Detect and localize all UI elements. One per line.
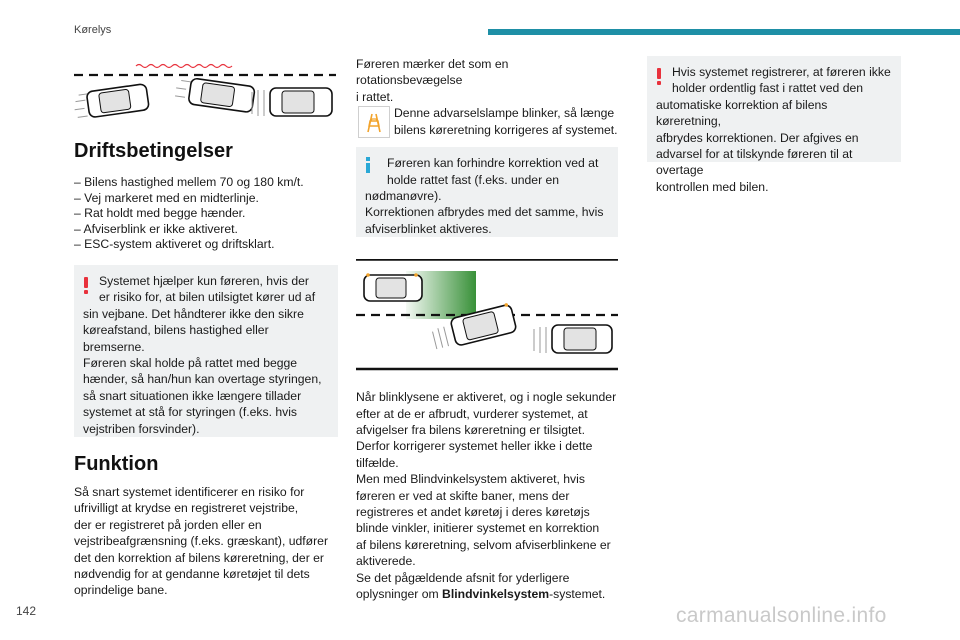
warning-icon	[657, 68, 661, 79]
warning-line: vejstriben forsvinder).	[83, 421, 200, 436]
warning-line: sin vejbane. Det håndterer ikke den sikre	[83, 306, 304, 321]
lane-diagram-blind-spot	[356, 259, 618, 371]
info-line: afviserblinket aktiveres.	[365, 221, 492, 236]
warning-box	[647, 56, 901, 194]
lane-diagram-top	[74, 52, 336, 124]
info-icon-dot	[366, 157, 370, 161]
heading-driftsbetingelser: Driftsbetingelser	[74, 140, 233, 162]
warning-line: så snart situationen ikke længere tillader	[83, 388, 302, 403]
text-line: afvigelser fra bilens køreretning er tilsigtet.	[356, 423, 585, 438]
intro-text	[356, 56, 618, 105]
text-line: nødvendig for at gendanne køretøjet til dets	[74, 567, 310, 581]
heading-funktion: Funktion	[74, 452, 159, 475]
warning-line: afbrydes korrektionen. Der afgives en	[656, 130, 859, 145]
warning-line: Føreren skal holde på rattet med begge	[83, 356, 298, 370]
text-span: -systemet.	[549, 587, 606, 602]
text-span: oplysninger om	[356, 587, 443, 602]
lamp-description	[394, 105, 618, 138]
header-accent-bar	[488, 29, 960, 35]
info-line: Korrektionen afbrydes med det samme, hvis	[365, 205, 604, 220]
section-title: Kørelys	[74, 24, 112, 36]
warning-line: holder ordentlig fast i rattet ved den	[672, 81, 864, 96]
text-line: oprindelige bane.	[74, 583, 168, 598]
text-line: af bilens køreretning, selvom afviserblinkene er	[356, 537, 611, 552]
text-line: efter at de er afbrudt, vurderer systemet, at	[356, 406, 588, 421]
column-middle	[356, 56, 618, 603]
lamp-row	[356, 105, 618, 141]
info-line: holde rattet fast (f.eks. under en	[387, 172, 560, 187]
info-line: Føreren kan forhindre korrektion ved at	[387, 156, 599, 171]
info-line: nødmanøvre).	[365, 189, 442, 204]
text-line	[356, 586, 618, 602]
warning-line: Systemet hjælper kun føreren, hvis der	[99, 273, 309, 288]
text-line: registreres et andet køretøj i deres køretøjs	[356, 505, 590, 520]
warning-box	[74, 265, 338, 437]
warning-line: advarsel for at tilskynde føreren til at overtage	[656, 147, 853, 178]
watermark: carmanualsonline.info	[676, 604, 887, 627]
lane-assist-lamp-icon	[358, 106, 390, 138]
text-line: ufrivilligt at krydse en registreret vejstribe,	[74, 501, 299, 516]
text-line: aktiverede.	[356, 554, 416, 569]
info-icon	[366, 163, 370, 173]
condition-item: – Afviserblink er ikke aktiveret.	[74, 221, 238, 236]
warning-line: kontrollen med bilen.	[656, 179, 769, 194]
text-line: bilens køreretning korrigeres af systemet.	[394, 122, 618, 137]
text-line: Denne advarselslampe blinker, så længe	[394, 106, 615, 121]
blindvinkelsystem-ref: Blindvinkelsystem	[442, 587, 550, 602]
condition-item: – ESC-system aktiveret og driftsklart.	[74, 237, 275, 252]
warning-icon-dot	[84, 290, 88, 294]
column-left	[74, 52, 338, 599]
condition-item: – Bilens hastighed mellem 70 og 180 km/t.	[74, 175, 304, 189]
text-line: Derfor korrigerer systemet heller ikke i dette	[356, 439, 593, 454]
warning-line: systemet at stå for styringen (f.eks. hvis	[83, 405, 298, 420]
text-line: blinde vinkler, initierer systemet en korrektion	[356, 521, 600, 536]
text-line: der er registreret på jorden eller en	[74, 517, 262, 532]
condition-item: – Rat holdt med begge hænder.	[74, 206, 246, 221]
page-number: 142	[16, 604, 37, 618]
info-box	[356, 147, 618, 237]
text-line: Se det pågældende afsnit for yderligere	[356, 570, 570, 585]
text-line: føreren er ved at skifte baner, mens der	[356, 488, 570, 503]
conditions-list	[74, 175, 338, 253]
text-line: vejstribeafgrænsning (f.eks. græskant), udfører	[74, 534, 329, 549]
text-line: i rattet.	[356, 89, 394, 104]
warning-icon-dot	[657, 81, 661, 85]
text-line: Føreren mærker det som en rotationsbevægelse	[356, 57, 509, 88]
text-line: Så snart systemet identificerer en risiko for	[74, 484, 305, 499]
text-line: tilfælde.	[356, 455, 399, 470]
funktion-paragraph	[74, 484, 338, 599]
warning-line: Hvis systemet registrerer, at føreren ikke	[672, 65, 891, 79]
condition-item: – Vej markeret med en midterlinje.	[74, 190, 259, 205]
warning-line: køreafstand, bilens hastighed eller	[83, 323, 269, 338]
text-line: Når blinklysene er aktiveret, og i nogle sekunder	[356, 390, 617, 405]
warning-icon	[84, 277, 88, 288]
text-line: Men med Blindvinkelsystem aktiveret, hvis	[356, 472, 585, 487]
warning-line: hænder, så han/hun kan overtage styringen,	[83, 372, 322, 387]
column-right	[647, 56, 901, 194]
text-line: det den korrektion af bilens køreretning, der er	[74, 550, 324, 565]
warning-line: automatiske korrektion af bilens køreretning,	[656, 97, 828, 129]
warning-line: bremserne.	[83, 339, 145, 354]
blinker-paragraph	[356, 389, 618, 602]
warning-line: er risiko for, at bilen utilsigtet kører ud af	[99, 290, 316, 305]
